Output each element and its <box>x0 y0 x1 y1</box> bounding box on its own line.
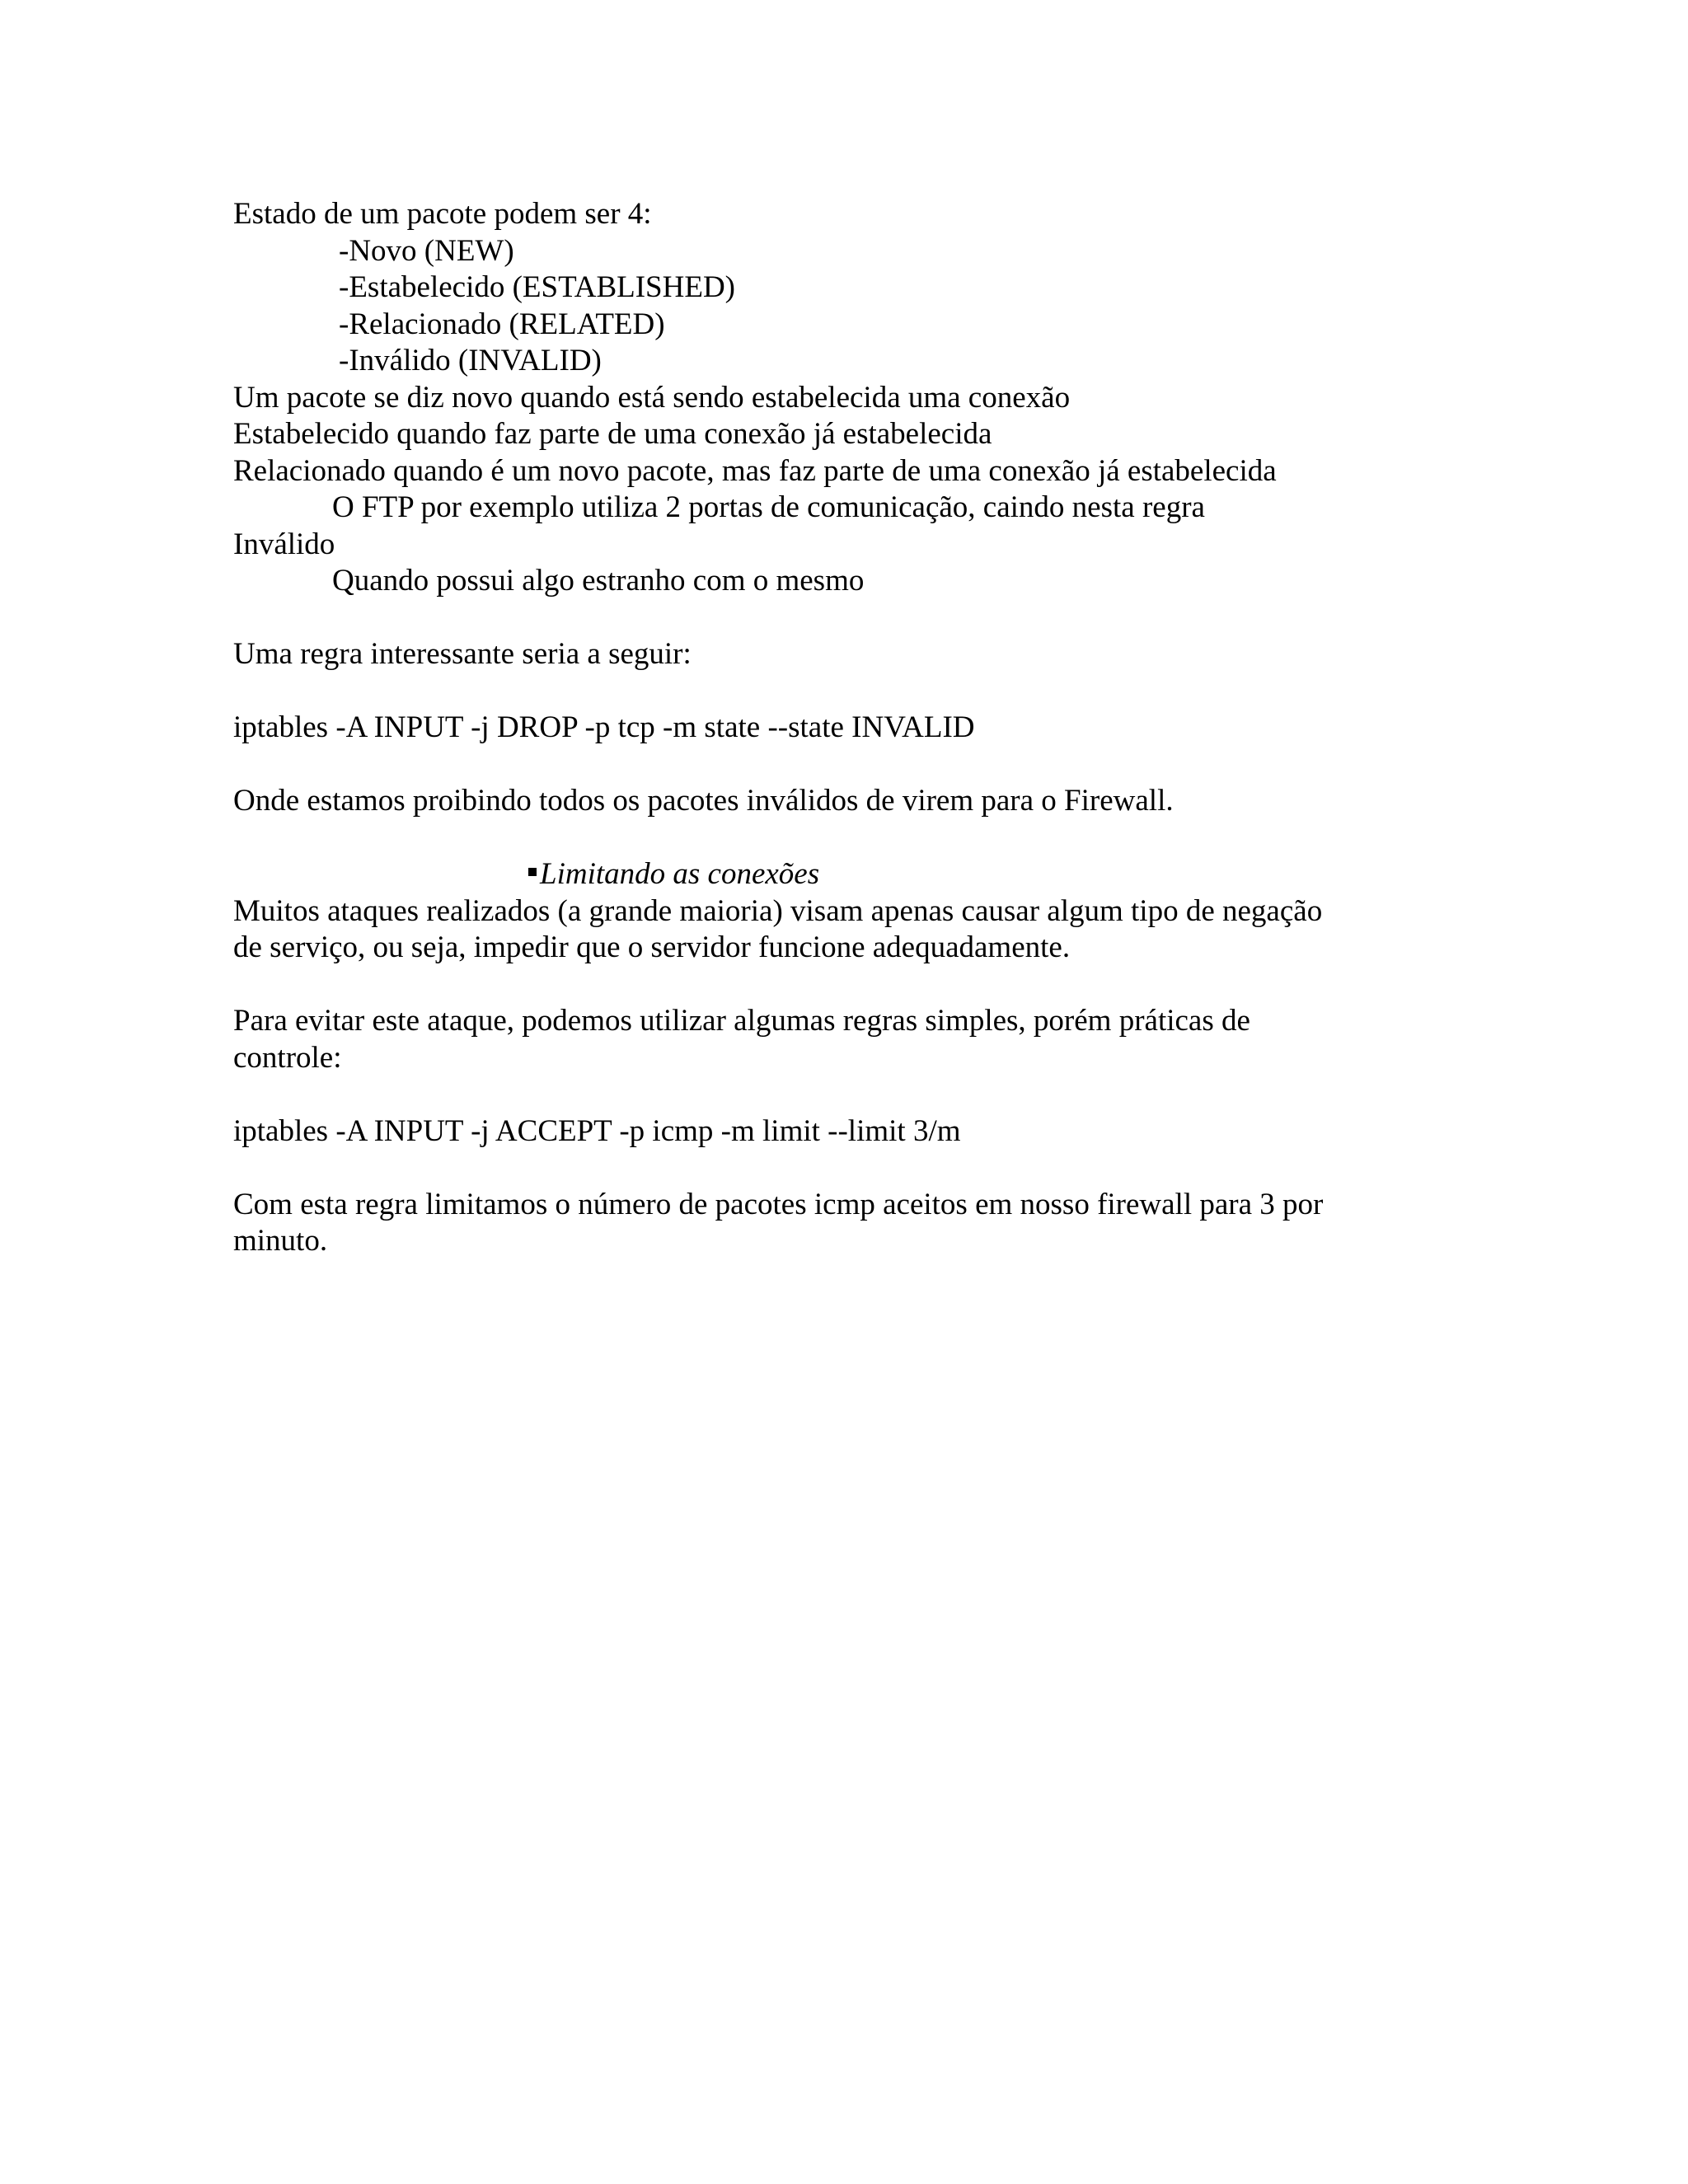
section-heading <box>233 856 1470 893</box>
spacer <box>233 1150 1470 1187</box>
desc-related: Relacionado quando é um novo pacote, mas faz parte de uma conexão já estabelecida <box>233 453 1277 488</box>
state-new: -Novo (NEW) <box>339 233 514 268</box>
spacer <box>233 600 1470 637</box>
desc-related-example: O FTP por exemplo utiliza 2 portas de comunicação, caindo nesta regra <box>332 490 1205 524</box>
desc-new: Um pacote se diz novo quando está sendo estabelecida uma conexão <box>233 380 1071 415</box>
state-related: -Relacionado (RELATED) <box>339 307 665 341</box>
avoid-line-1: Para evitar este ataque, podemos utilizar algumas regras simples, porém práticas de <box>233 1004 1250 1038</box>
attacks-line-1: Muitos ataques realizados (a grande maioria) visam apenas causar algum tipo de negação <box>233 893 1323 928</box>
limit-desc-line-2: minuto. <box>233 1224 328 1258</box>
invalid-label: Inválido <box>233 527 335 561</box>
rule-intro: Uma regra interessante seria a seguir: <box>233 637 692 671</box>
section-heading-text: Limitando as conexões <box>540 857 820 891</box>
desc-established: Estabelecido quando faz parte de uma conexão já estabelecida <box>233 417 992 451</box>
bullet-square-icon <box>528 868 537 876</box>
spacer <box>233 1076 1470 1113</box>
invalid-desc: Quando possui algo estranho com o mesmo <box>332 564 865 598</box>
spacer <box>233 673 1470 710</box>
spacer <box>233 747 1470 784</box>
state-established: -Estabelecido (ESTABLISHED) <box>339 270 735 304</box>
packet-states-intro: Estado de um pacote podem ser 4: <box>233 197 652 231</box>
rule-limit-command: iptables -A INPUT -j ACCEPT -p icmp -m limit --limit 3/m <box>233 1113 961 1148</box>
rule-invalid-command: iptables -A INPUT -j DROP -p tcp -m state --state INVALID <box>233 710 975 744</box>
spacer <box>233 967 1470 1004</box>
document-body <box>233 196 1470 1260</box>
rule-invalid-desc: Onde estamos proibindo todos os pacotes inválidos de virem para o Firewall. <box>233 784 1174 818</box>
state-invalid: -Inválido (INVALID) <box>339 344 602 377</box>
limit-desc-line-1: Com esta regra limitamos o número de pacotes icmp aceitos em nosso firewall para 3 por <box>233 1187 1324 1221</box>
spacer <box>233 820 1470 857</box>
avoid-line-2: controle: <box>233 1040 342 1075</box>
attacks-line-2: de serviço, ou seja, impedir que o servidor funcione adequadamente. <box>233 930 1071 964</box>
